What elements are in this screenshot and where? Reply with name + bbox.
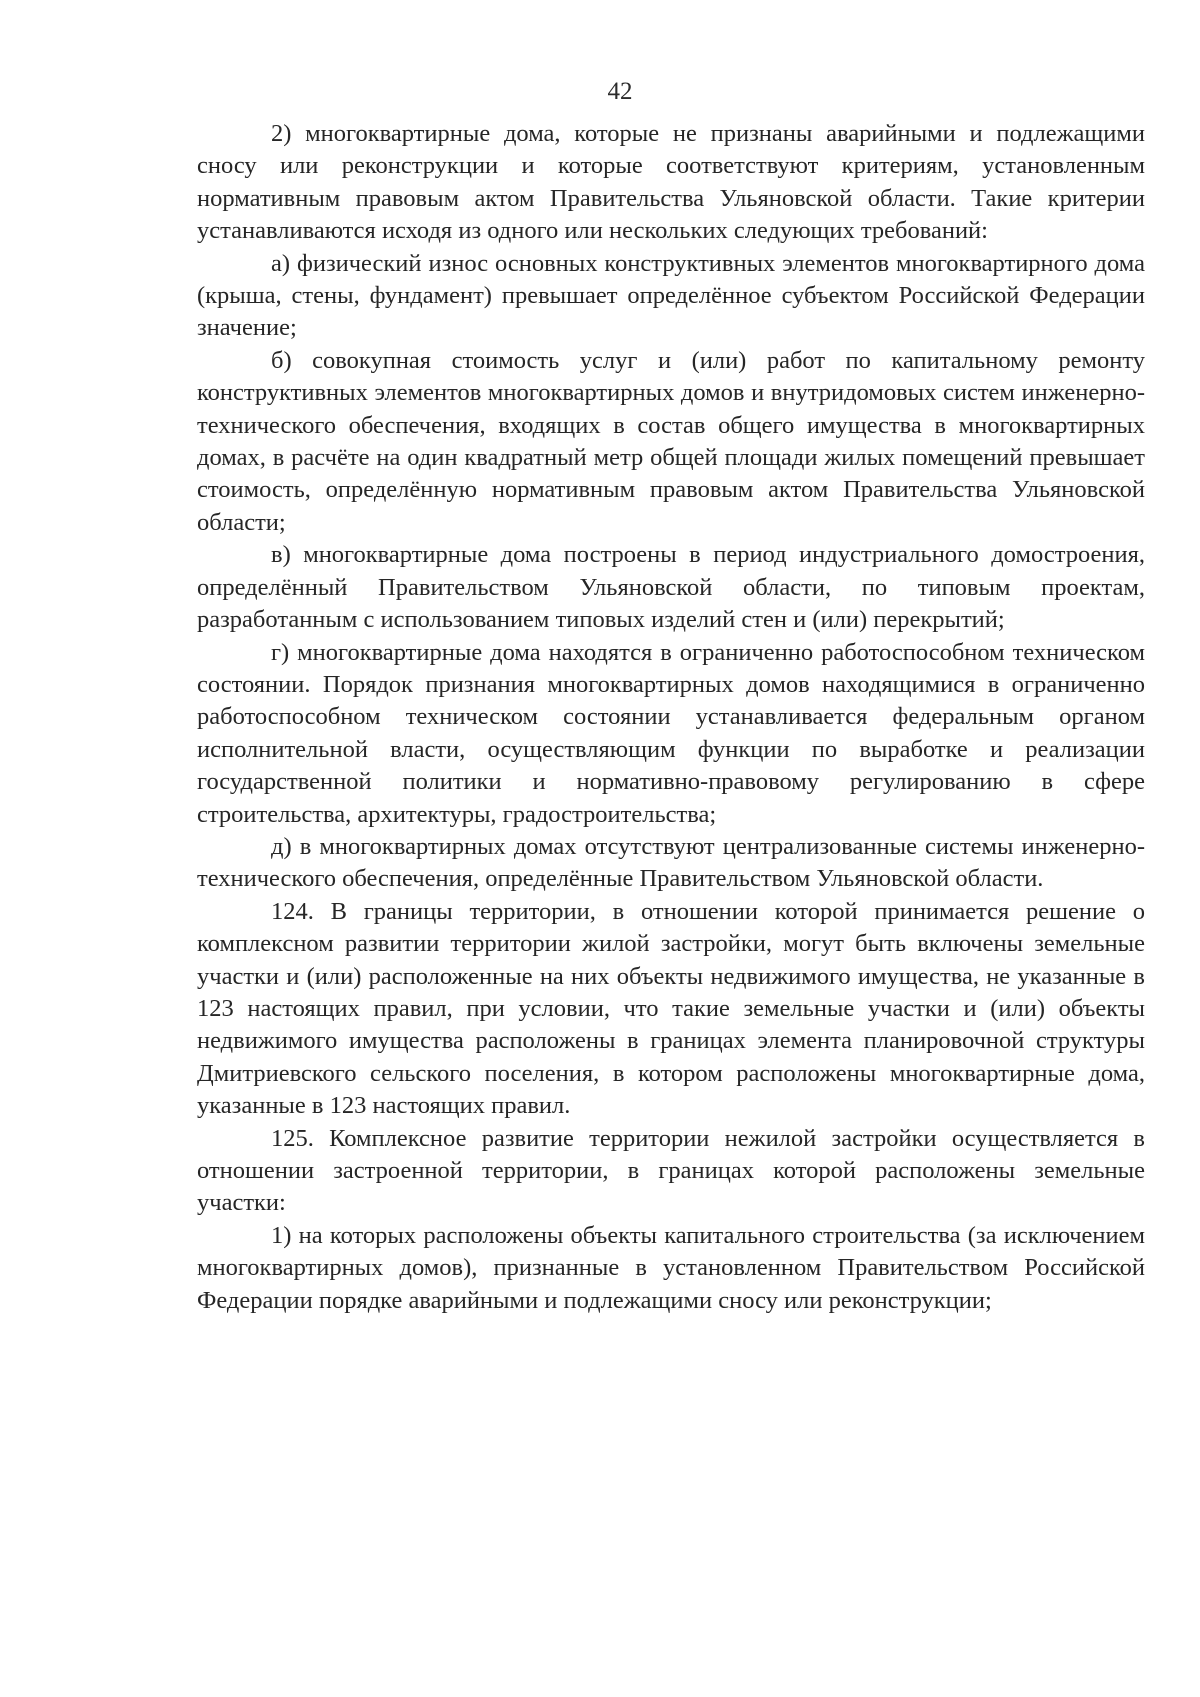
paragraph-clause-125: 125. Комплексное развитие территории нежилой застройки осуществляется в отношении застроенной территории, в границах которой расположены земельные участки:	[197, 1124, 1145, 1217]
paragraph-item-2: 2) многоквартирные дома, которые не признаны аварийными и подлежащими сносу или реконструкции и которые соответствуют критериям, установленным нормативным правовым актом Правительства Ульяновской области. Такие критерии устанавливаются исходя из одного или нескольких следующих требований:	[197, 120, 1145, 245]
paragraph-subitem-g: г) многоквартирные дома находятся в ограниченно работоспособном техническом состоянии. Порядок признания многоквартирных домов находящимися в ограниченно работоспособном техническом состоянии устанавливается федеральным органом исполнительной власти, осуществляющим функции по выработке и реализации государственной политики и нормативно-правовому регулированию в сфере строительства, архитектуры, градостроительства;	[197, 638, 1145, 828]
paragraph-clause-124: 124. В границы территории, в отношении которой принимается решение о комплексном развитии территории жилой застройки, могут быть включены земельные участки и (или) расположенные на них объекты недвижимого имущества, не указанные в 123 настоящих правил, при условии, что такие земельные участки и (или) объекты недвижимого имущества расположены в границах элемента планировочной структуры Дмитриевского сельского поселения, в котором расположены многоквартирные дома, указанные в 123 настоящих правил.	[197, 897, 1145, 1120]
paragraph-subitem-v: в) многоквартирные дома построены в период индустриального домостроения, определённый Правительством Ульяновской области, по типовым проектам, разработанным с использованием типовых изделий стен и (или) перекрытий;	[197, 541, 1145, 634]
paragraph-clause-125-item-1: 1) на которых расположены объекты капитального строительства (за исключением многоквартирных домов), признанные в установленном Правительством Российской Федерации порядке аварийными и подлежащими сносу или реконструкции;	[197, 1221, 1145, 1314]
page-number: 42	[607, 78, 633, 105]
paragraph-subitem-b: б) совокупная стоимость услуг и (или) работ по капитальному ремонту конструктивных элементов многоквартирных домов и внутридомовых систем инженерно-технического обеспечения, входящих в состав общего имущества в многоквартирных домах, в расчёте на один квадратный метр общей площади жилых помещений превышает стоимость, определённую нормативным правовым актом Правительства Ульяновской области;	[197, 346, 1145, 536]
paragraph-subitem-d: д) в многоквартирных домах отсутствуют централизованные системы инженерно-технического обеспечения, определённые Правительством Ульяновской области.	[197, 832, 1145, 893]
paragraph-subitem-a: а) физический износ основных конструктивных элементов многоквартирного дома (крыша, стены, фундамент) превышает определённое субъектом Российской Федерации значение;	[197, 249, 1145, 342]
document-body	[197, 118, 1145, 1317]
